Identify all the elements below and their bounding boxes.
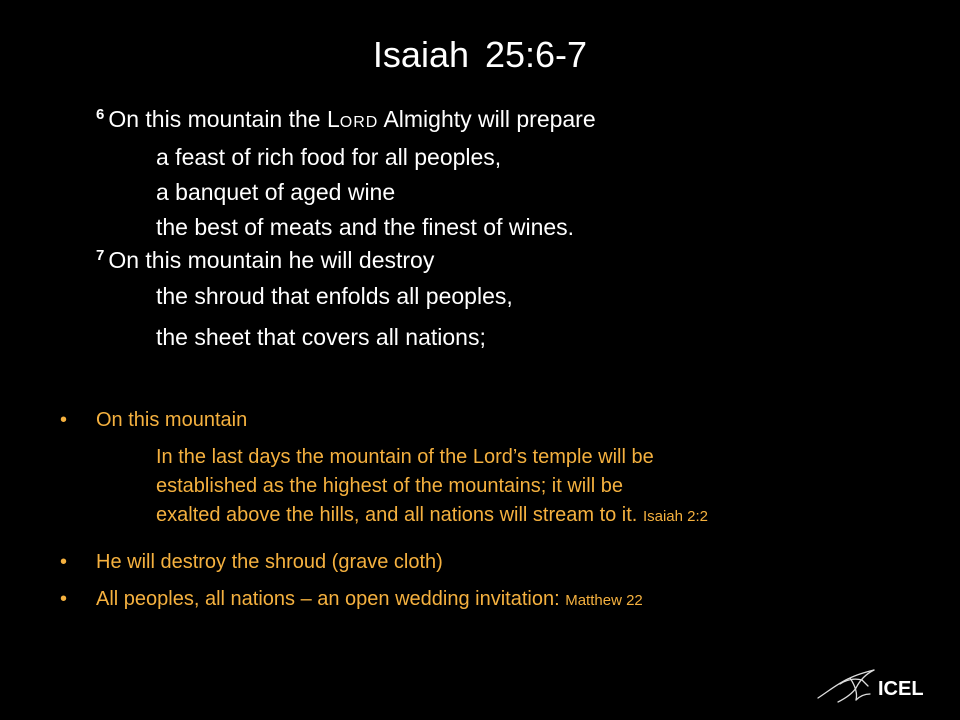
bullet-3-text	[96, 588, 643, 611]
verse-6-line-4: the best of meats and the finest of wines.	[156, 214, 575, 240]
bullet-1-text: On this mountain	[96, 409, 248, 431]
bullet-2-text: He will destroy the shroud (grave cloth)	[96, 551, 443, 573]
verse-6-text-post: Almighty will prepare	[378, 106, 596, 132]
quote-line-2: established as the highest of the mountains; it will be	[156, 475, 623, 497]
verse-6-line-3: a banquet of aged wine	[156, 179, 396, 205]
verse-6-line-2: a feast of rich food for all peoples,	[156, 144, 502, 170]
bullet-1-quote	[156, 443, 708, 531]
verse-7-line-1	[96, 247, 434, 274]
verse-number-7: 7	[96, 247, 105, 264]
quote-reference: Isaiah 2:2	[642, 508, 708, 525]
bullet-marker: •	[60, 409, 68, 431]
lord-initial: L	[326, 106, 340, 132]
bullet-3-reference: Matthew 22	[565, 592, 643, 609]
quote-line-3-wrap	[156, 501, 708, 531]
logo-text: ICEL	[878, 678, 924, 700]
verse-6-text-pre: On this mountain the	[108, 106, 327, 132]
verse-7-line-2: the shroud that enfolds all peoples,	[156, 283, 513, 309]
quote-line-1: In the last days the mountain of the Lord’s temple will be	[156, 446, 654, 468]
bullet-3-main: All peoples, all nations – an open wedding invitation:	[96, 588, 560, 610]
verse-6-line-1	[96, 106, 596, 133]
bullet-marker: •	[60, 551, 68, 573]
verse-7-text: On this mountain he will destroy	[108, 247, 435, 273]
quote-line-3: exalted above the hills, and all nations will stream to it.	[156, 504, 638, 526]
bullet-marker: •	[60, 588, 68, 610]
lord-small-caps: ORD	[339, 114, 379, 131]
slide-title: Isaiah 25:6-7	[372, 34, 588, 75]
verse-7-line-3: the sheet that covers all nations;	[156, 324, 486, 350]
verse-number-6: 6	[96, 106, 105, 123]
